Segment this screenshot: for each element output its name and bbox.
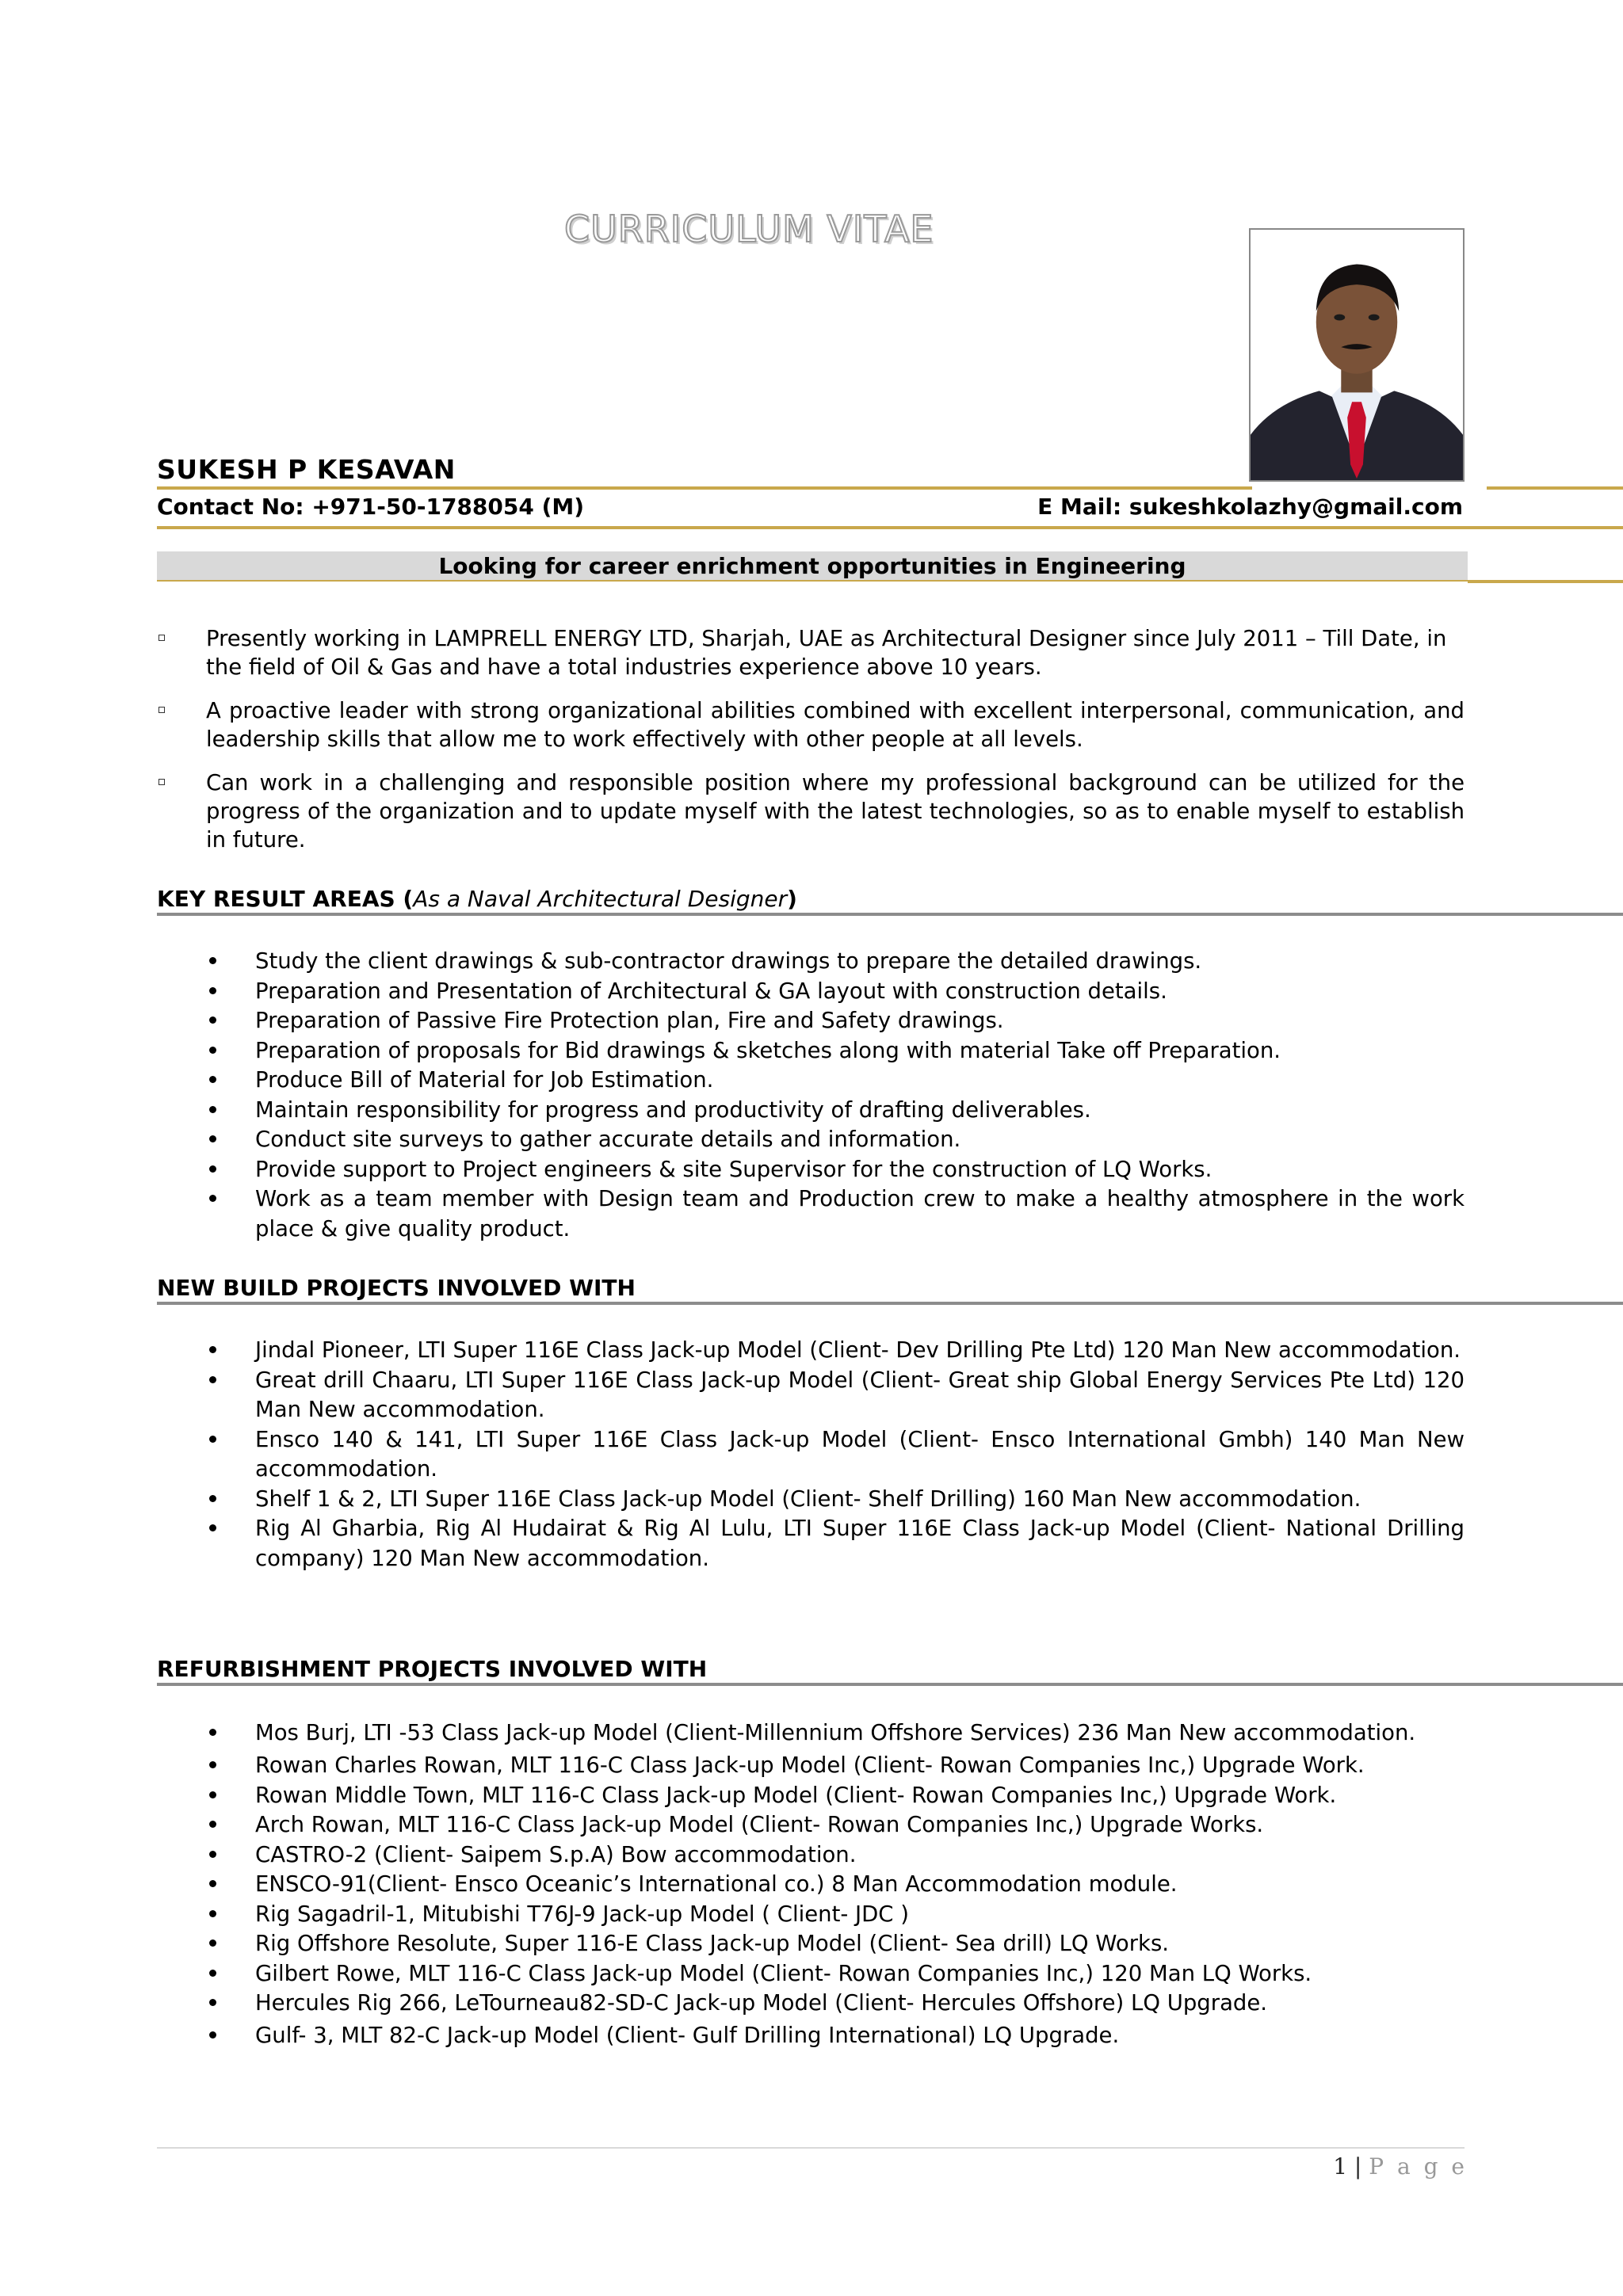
bullet-icon — [209, 1910, 216, 1917]
list-item: Arch Rowan, MLT 116-C Class Jack-up Model (Client- Rowan Companies Inc,) Upgrade Works. — [157, 1810, 1465, 1840]
bullet-icon — [209, 1135, 216, 1142]
list-item: Produce Bill of Material for Job Estimation. — [157, 1066, 1465, 1096]
key-result-heading: KEY RESULT AREAS (As a Naval Architectural Designer) — [157, 886, 797, 912]
bullet-icon — [209, 2031, 216, 2039]
list-item: Rig Sagadril-1, Mitubishi T76J-9 Jack-up Model ( Client- JDC ) — [157, 1900, 1465, 1930]
list-item: Preparation of proposals for Bid drawings & sketches along with material Take off Preparation. — [157, 1036, 1465, 1066]
contact-rule — [157, 526, 1623, 529]
bullet-icon — [209, 1821, 216, 1828]
bullet-icon — [209, 1436, 216, 1443]
bullet-icon — [209, 1939, 216, 1947]
list-item: Shelf 1 & 2, LTI Super 116E Class Jack-up Model (Client- Shelf Drilling) 160 Man New accommodation. — [157, 1485, 1465, 1515]
bullet-icon — [209, 1195, 216, 1202]
bullet-icon — [209, 1999, 216, 2006]
bullet-icon — [209, 1970, 216, 1977]
career-objective: Looking for career enrichment opportunities in Engineering — [438, 553, 1186, 579]
list-item: Rowan Middle Town, MLT 116-C Class Jack-up Model (Client- Rowan Companies Inc,) Upgrade Work. — [157, 1781, 1465, 1811]
list-item: Preparation of Passive Fire Protection plan, Fire and Safety drawings. — [157, 1006, 1465, 1036]
list-item: Study the client drawings & sub-contractor drawings to prepare the detailed drawings. — [157, 947, 1465, 977]
bullet-icon — [209, 1791, 216, 1798]
bullet-icon — [209, 1346, 216, 1353]
list-item: Provide support to Project engineers & site Supervisor for the construction of LQ Works. — [157, 1155, 1465, 1185]
bullet-icon — [209, 1761, 216, 1768]
list-item: Ensco 140 & 141, LTI Super 116E Class Jack-up Model (Client- Ensco International Gmbh) 140 Man New accommodation. — [157, 1425, 1465, 1485]
objective-rule-right — [1468, 580, 1623, 583]
document-title: CURRICULUM VITAE — [564, 208, 934, 250]
bullet-icon — [209, 1851, 216, 1858]
square-bullet-icon — [158, 707, 165, 713]
bullet-icon — [209, 1376, 216, 1383]
refurbishment-rule — [157, 1683, 1623, 1686]
list-item: CASTRO-2 (Client- Saipem S.p.A) Bow accommodation. — [157, 1840, 1465, 1871]
list-item: Rig Offshore Resolute, Super 116-E Class Jack-up Model (Client- Sea drill) LQ Works. — [157, 1929, 1465, 1959]
list-item: Conduct site surveys to gather accurate details and information. — [157, 1125, 1465, 1155]
candidate-name: SUKESH P KESAVAN — [157, 454, 456, 485]
profile-summary — [157, 624, 1465, 869]
bullet-icon — [209, 1495, 216, 1502]
new-build-list — [157, 1336, 1465, 1573]
summary-item: Can work in a challenging and responsible position where my professional background can be utilized for the progress of the organization and to update myself with the latest technologies, so as to enable myself to establish in future. — [157, 769, 1465, 854]
list-item: Preparation and Presentation of Architectural & GA layout with construction details. — [157, 977, 1465, 1007]
bullet-icon — [209, 1880, 216, 1887]
footer-rule — [157, 2147, 1465, 2149]
bullet-icon — [209, 1165, 216, 1173]
bullet-icon — [209, 987, 216, 994]
profile-photo — [1249, 228, 1465, 482]
contact-row — [157, 494, 1463, 520]
key-result-list — [157, 947, 1465, 1244]
new-build-heading: NEW BUILD PROJECTS INVOLVED WITH — [157, 1275, 636, 1301]
summary-item: Presently working in LAMPRELL ENERGY LTD, Sharjah, UAE as Architectural Designer since July 2011 – Till Date, in the field of Oil & Gas and have a total industries experience above 10 years. — [157, 624, 1465, 681]
page-number: 1 | P a g e — [1333, 2153, 1468, 2180]
list-item: Rowan Charles Rowan, MLT 116-C Class Jack-up Model (Client- Rowan Companies Inc,) Upgrade Work. — [157, 1751, 1465, 1781]
list-item: Great drill Chaaru, LTI Super 116E Class Jack-up Model (Client- Great ship Global Energy Services Pte Ltd) 120 Man New accommodation. — [157, 1366, 1465, 1425]
list-item: Gulf- 3, MLT 82-C Jack-up Model (Client- Gulf Drilling International) LQ Upgrade. — [157, 2019, 1465, 2052]
list-item: Maintain responsibility for progress and productivity of drafting deliverables. — [157, 1096, 1465, 1126]
key-result-rule — [157, 913, 1623, 916]
bullet-icon — [209, 1524, 216, 1531]
refurbishment-heading: REFURBISHMENT PROJECTS INVOLVED WITH — [157, 1656, 708, 1682]
list-item: ENSCO-91(Client- Ensco Oceanic’s International co.) 8 Man Accommodation module. — [157, 1870, 1465, 1900]
contact-number: Contact No: +971-50-1788054 (M) — [157, 494, 585, 520]
bullet-icon — [209, 1076, 216, 1083]
square-bullet-icon — [158, 635, 165, 641]
bullet-icon — [209, 1047, 216, 1054]
list-item: Jindal Pioneer, LTI Super 116E Class Jack-up Model (Client- Dev Drilling Pte Ltd) 120 Man New accommodation. — [157, 1336, 1465, 1366]
bullet-icon — [209, 957, 216, 964]
email-address[interactable]: E Mail: sukeshkolazhy@gmail.com — [1037, 494, 1463, 520]
bullet-icon — [209, 1729, 216, 1736]
bullet-icon — [209, 1106, 216, 1113]
new-build-rule — [157, 1302, 1623, 1305]
name-rule — [157, 486, 1252, 490]
summary-item: A proactive leader with strong organizational abilities combined with excellent interpersonal, communication, and leadership skills that allow me to work effectively with other people at all levels. — [157, 696, 1465, 753]
list-item: Gilbert Rowe, MLT 116-C Class Jack-up Model (Client- Rowan Companies Inc,) 120 Man LQ Works. — [157, 1959, 1465, 1989]
name-rule-right — [1487, 486, 1623, 490]
refurbishment-list — [157, 1716, 1465, 2052]
list-item: Hercules Rig 266, LeTourneau82-SD-C Jack-up Model (Client- Hercules Offshore) LQ Upgrade. — [157, 1989, 1465, 2019]
square-bullet-icon — [158, 779, 165, 785]
list-item: Work as a team member with Design team and Production crew to make a healthy atmosphere in the work place & give quality product. — [157, 1184, 1465, 1244]
list-item: Mos Burj, LTI -53 Class Jack-up Model (Client-Millennium Offshore Services) 236 Man New accommodation. — [157, 1716, 1465, 1749]
bullet-icon — [209, 1016, 216, 1024]
list-item: Rig Al Gharbia, Rig Al Hudairat & Rig Al Lulu, LTI Super 116E Class Jack-up Model (Client- National Drilling company) 120 Man New accommodation. — [157, 1514, 1465, 1573]
